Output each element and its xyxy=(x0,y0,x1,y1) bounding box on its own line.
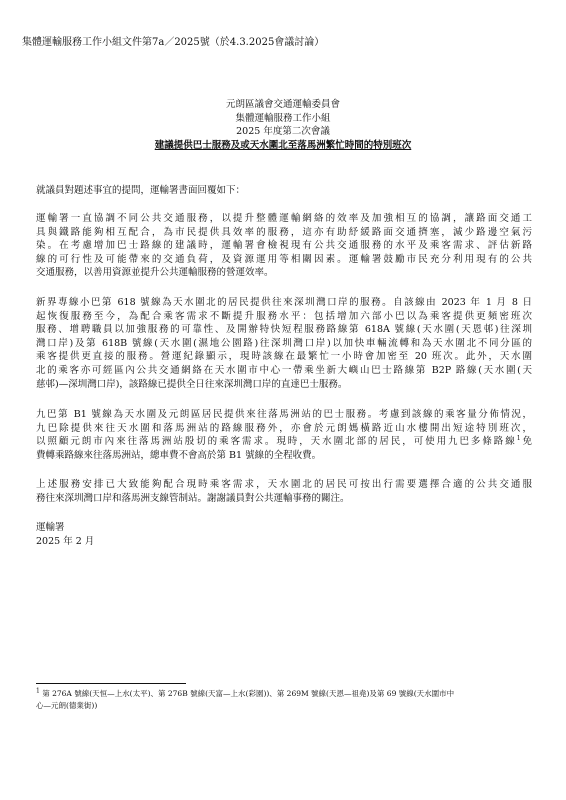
title-block xyxy=(0,98,566,152)
paragraph-line-tail: 免 xyxy=(520,436,532,448)
paragraph-line: 交通服務，以善用資源並提升公共運輸服務的營運效率。 xyxy=(36,267,274,279)
footnote-divider xyxy=(36,683,186,684)
committee-name: 元朗區議會交通運輸委員會 xyxy=(225,99,340,110)
footnote-marker: 1 xyxy=(516,435,521,443)
working-group-name: 集體運輸服務工作小組 xyxy=(235,112,331,124)
paragraph-2 xyxy=(36,296,532,391)
paragraph-line: 北的乘客亦可經區內公共交通網絡在天水圍市中心一帶乘坐新大嶼山巴士路線第 B2P 路線(天水圍(天 xyxy=(36,364,532,376)
footnote-line xyxy=(36,688,536,700)
paragraph-line: 務往來深圳灣口岸和落馬洲支線管制站。謝謝議員對公共運輸事務的關注。 xyxy=(36,492,350,504)
footnote-line: 心—元朗(德業街)) xyxy=(36,701,98,710)
paragraph-line-text: 以照顧元朗市內來往落馬洲站殷切的乘客需求。現時，天水圍北部的居民，可使用九巴多條路線 xyxy=(36,436,517,448)
paragraph-line: 九巴除提供來往天水圍和落馬洲站的路線服務外，亦會於元朗媽橫路近山水樓開出短途特別班次， xyxy=(36,422,532,434)
document-reference: 集體運輸服務工作小組文件第7a／2025號（於4.3.2025會議討論） xyxy=(22,37,325,48)
intro-paragraph xyxy=(36,184,532,198)
signature-date: 2025 年 2 月 xyxy=(36,535,95,547)
footnote xyxy=(36,688,536,712)
paragraph-line: 服務、增聘職員以加強服務的可靠性、及開辦特快短程服務路線第 618A 號線(天水圍(天恩邨)往深圳 xyxy=(36,324,532,336)
paragraph-line: 起恢復服務至今，為配合乘客需求不斷提升服務水平：包括增加六部小巴以為乘客提供更頻密班次 xyxy=(36,310,532,322)
paragraph-1 xyxy=(36,212,532,280)
paragraph-4 xyxy=(36,478,532,505)
paragraph-3 xyxy=(36,408,532,462)
intro-text: 就議員對題述事宜的提問，運輸署書面回覆如下： xyxy=(36,185,246,196)
paragraph-line: 具與鐵路能夠相互配合，為市民提供具效率的服務，這亦有助紓緩路面交通擠塞，減少路邊空氣污 xyxy=(36,226,532,238)
paragraph-line: 運輸署一直協調不同公共交通服務，以提升整體運輸網絡的效率及加強相互的協調，讓路面交通工 xyxy=(36,213,532,224)
paragraph-line: 慈邨)—深圳灣口岸)，該路線已提供全日往來深圳灣口岸的直達巴士服務。 xyxy=(36,378,348,390)
paragraph-line: 乘客提供更直接的服務。營運紀錄顯示，現時該線在最繁忙一小時會加密至 20 班次。此外，天水圍 xyxy=(36,351,532,363)
paragraph-line: 灣口岸)及第 618B 號線(天水圍(濕地公園路)往深圳灣口岸)以加快車輛流轉和為天水圍北不同分區的 xyxy=(36,337,532,349)
paragraph-line: 上述服務安排已大致能夠配合現時乘客需求，天水圍北的居民可按出行需要選擇合適的公共交通服 xyxy=(36,479,532,490)
meeting-name: 2025 年度第二次會議 xyxy=(236,126,330,137)
signature-department: 運輸署 xyxy=(36,522,65,533)
paragraph-line: 新界專線小巴第 618 號線為天水圍北的居民提供往來深圳灣口岸的服務。自該線由 2023 年 1 月 8 日 xyxy=(36,297,532,308)
subject-title: 建議提供巴士服務及或天水圍北至落馬洲繁忙時間的特別班次 xyxy=(154,139,412,151)
footnote-number: 1 xyxy=(36,687,40,695)
paragraph-line: 九巴第 B1 號線為天水圍及元朗區居民提供來往落馬洲站的巴士服務。考慮到該線的乘客量分佈情況， xyxy=(36,409,532,420)
footnote-text: 第 276A 號線(天恒—上水(太平)、第 276B 號線(天富—上水(彩園))、第 269M 號線(天恩—祖堯)及第 69 號線(天水圍市中 xyxy=(42,689,455,698)
paragraph-line: 費轉乘路線來往落馬洲站，總車費不會高於第 B1 號線的全程收費。 xyxy=(36,449,322,461)
signature-block xyxy=(36,521,532,548)
paragraph-line: 線的可行性及可能帶來的交通負荷，及資源運用等相關因素。運輸署鼓勵市民充分利用現有的公共 xyxy=(36,253,532,265)
paragraph-line: 染。在考慮增加巴士路線的建議時，運輸署會檢視現有公共交通服務的水平及乘客需求、評估新路 xyxy=(36,240,532,252)
paragraph-line xyxy=(36,435,532,449)
